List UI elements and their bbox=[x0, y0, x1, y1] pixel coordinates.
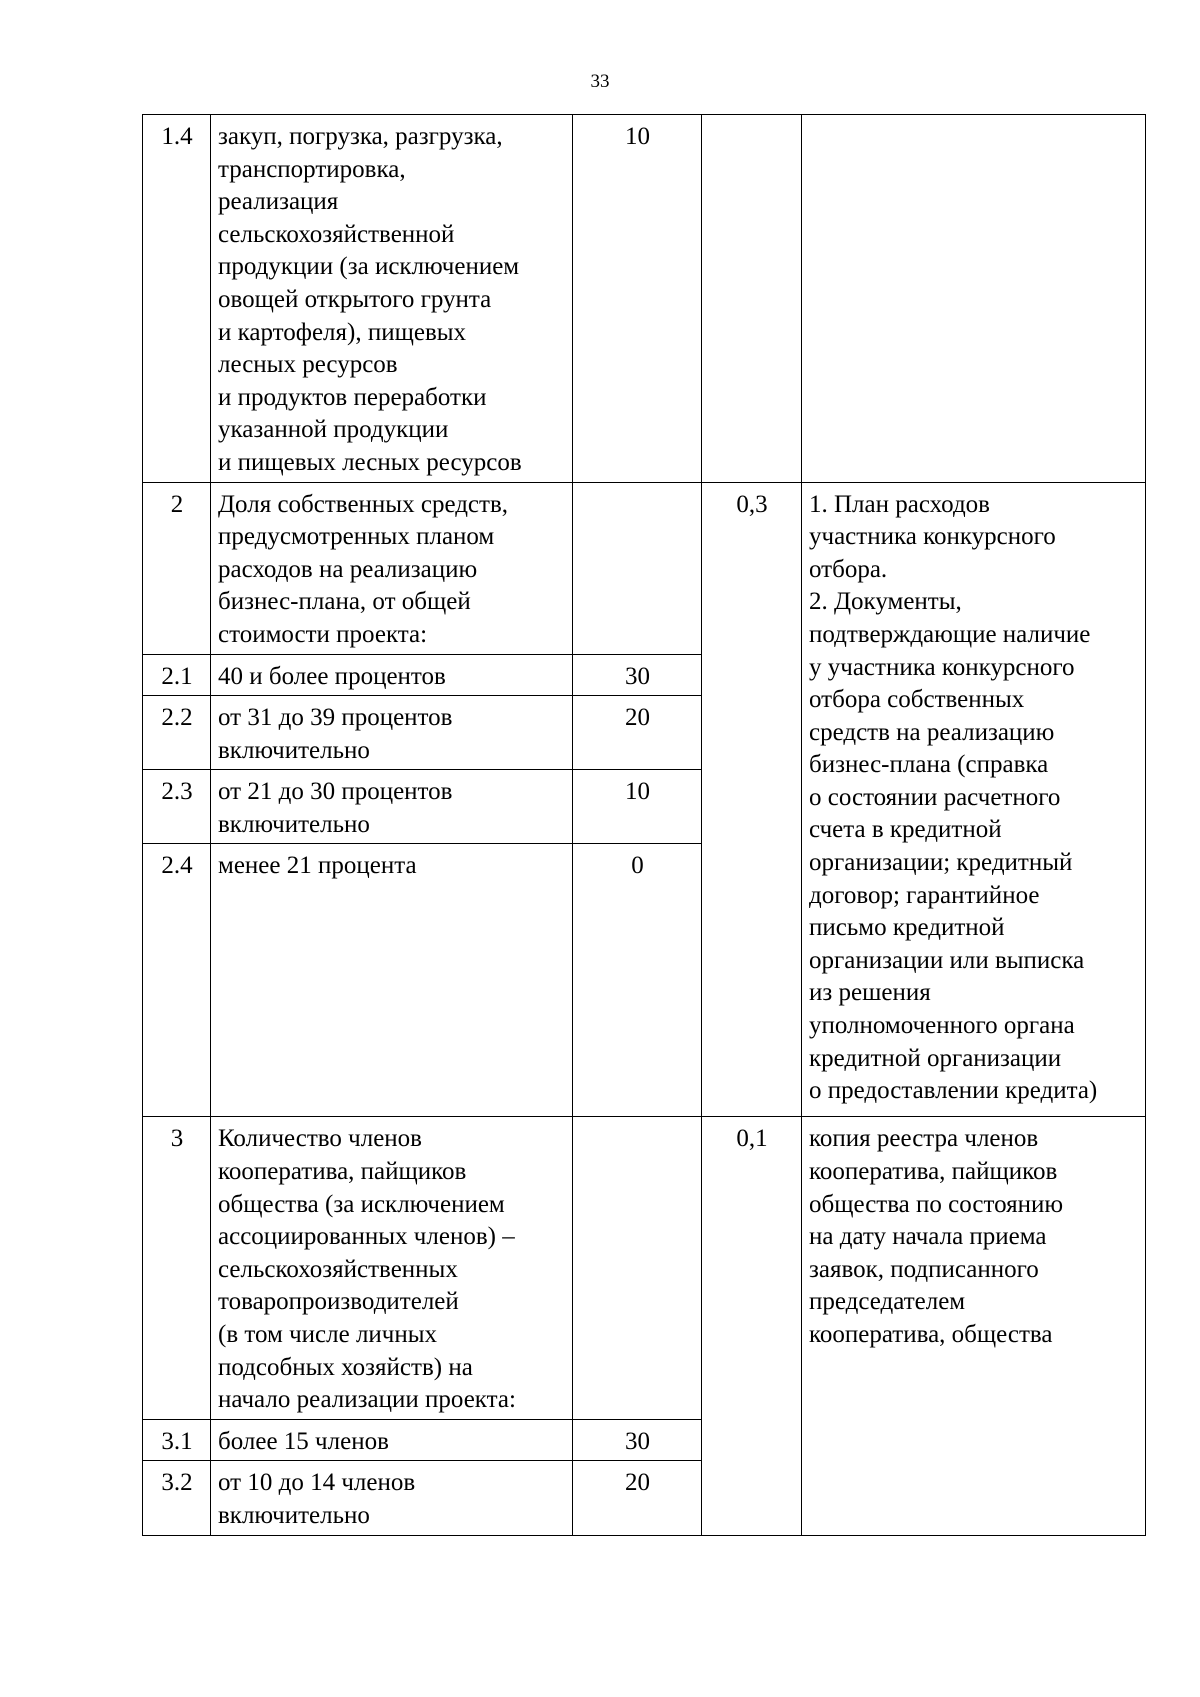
points-value: 20 bbox=[573, 696, 702, 770]
weight-value: 0,3 bbox=[702, 482, 802, 1117]
weight-value: 0,1 bbox=[702, 1117, 802, 1535]
points-value: 10 bbox=[573, 770, 702, 844]
weight-value bbox=[702, 115, 802, 483]
criterion-text-value: закуп, погрузка, разгрузка, транспортировка, реализация сельскохозяйственной продукции (за исключением овощей открытого грунта и картофеля), пищевых лесных ресурсов и продуктов переработки указанной продукции и пищевых лесных ресурсов bbox=[218, 123, 522, 476]
documents-cell bbox=[802, 482, 1146, 1117]
criterion-text bbox=[211, 770, 573, 844]
row-number: 1.4 bbox=[143, 115, 211, 483]
table-row bbox=[143, 115, 1146, 483]
points-value: 20 bbox=[573, 1461, 702, 1535]
criterion-text-value: Количество членов кооператива, пайщиков общества (за исключением ассоциированных членов) – сельскохозяйственных товаропроизводителей (в том числе личных подсобных хозяйств) на начало реализации проекта: bbox=[218, 1125, 516, 1414]
criterion-text-value: от 21 до 30 процентов включительно bbox=[218, 778, 453, 838]
row-number: 3 bbox=[143, 1117, 211, 1419]
criteria-table bbox=[142, 114, 1146, 1536]
criterion-text bbox=[211, 844, 573, 1117]
criterion-text bbox=[211, 1117, 573, 1419]
criterion-text bbox=[211, 1419, 573, 1461]
row-number: 2.3 bbox=[143, 770, 211, 844]
points-value: 10 bbox=[573, 115, 702, 483]
row-number: 2.2 bbox=[143, 696, 211, 770]
table-row bbox=[143, 1117, 1146, 1419]
criterion-text-value: менее 21 процента bbox=[218, 852, 417, 880]
criterion-text-value: Доля собственных средств, предусмотренных планом расходов на реализацию бизнес-плана, от общей стоимости проекта: bbox=[218, 490, 509, 648]
criterion-text-value: от 10 до 14 членов включительно bbox=[218, 1469, 416, 1529]
documents-cell bbox=[802, 115, 1146, 483]
documents-text: 1. План расходов участника конкурсного отбора. 2. Документы, подтверждающие наличие у участника конкурсного отбора собственных средств на реализацию бизнес-плана (справка о состоянии расчетного счета в кредитной организации; кредитный договор; гарантийное письмо кредитной организации или выписка из решения уполномоченного органа кредитной организации о предоставлении кредита) bbox=[809, 490, 1098, 1105]
points-value bbox=[573, 1117, 702, 1419]
criterion-text bbox=[211, 115, 573, 483]
points-value: 30 bbox=[573, 1419, 702, 1461]
row-number: 2.4 bbox=[143, 844, 211, 1117]
page-number: 33 bbox=[590, 71, 610, 92]
documents-text: копия реестра членов кооператива, пайщиков общества по состоянию на дату начала приема заявок, подписанного председателем кооператива, общества bbox=[809, 1125, 1064, 1349]
criterion-text bbox=[211, 696, 573, 770]
documents-cell bbox=[802, 1117, 1146, 1535]
criterion-text-value: 40 и более процентов bbox=[218, 662, 446, 690]
criterion-text-value: более 15 членов bbox=[218, 1427, 389, 1455]
criterion-text bbox=[211, 654, 573, 696]
criterion-text bbox=[211, 482, 573, 654]
points-value bbox=[573, 482, 702, 654]
row-number: 3.2 bbox=[143, 1461, 211, 1535]
row-number: 2 bbox=[143, 482, 211, 654]
criterion-text-value: от 31 до 39 процентов включительно bbox=[218, 704, 453, 764]
row-number: 3.1 bbox=[143, 1419, 211, 1461]
row-number: 2.1 bbox=[143, 654, 211, 696]
table-row bbox=[143, 482, 1146, 654]
points-value: 0 bbox=[573, 844, 702, 1117]
criterion-text bbox=[211, 1461, 573, 1535]
points-value: 30 bbox=[573, 654, 702, 696]
